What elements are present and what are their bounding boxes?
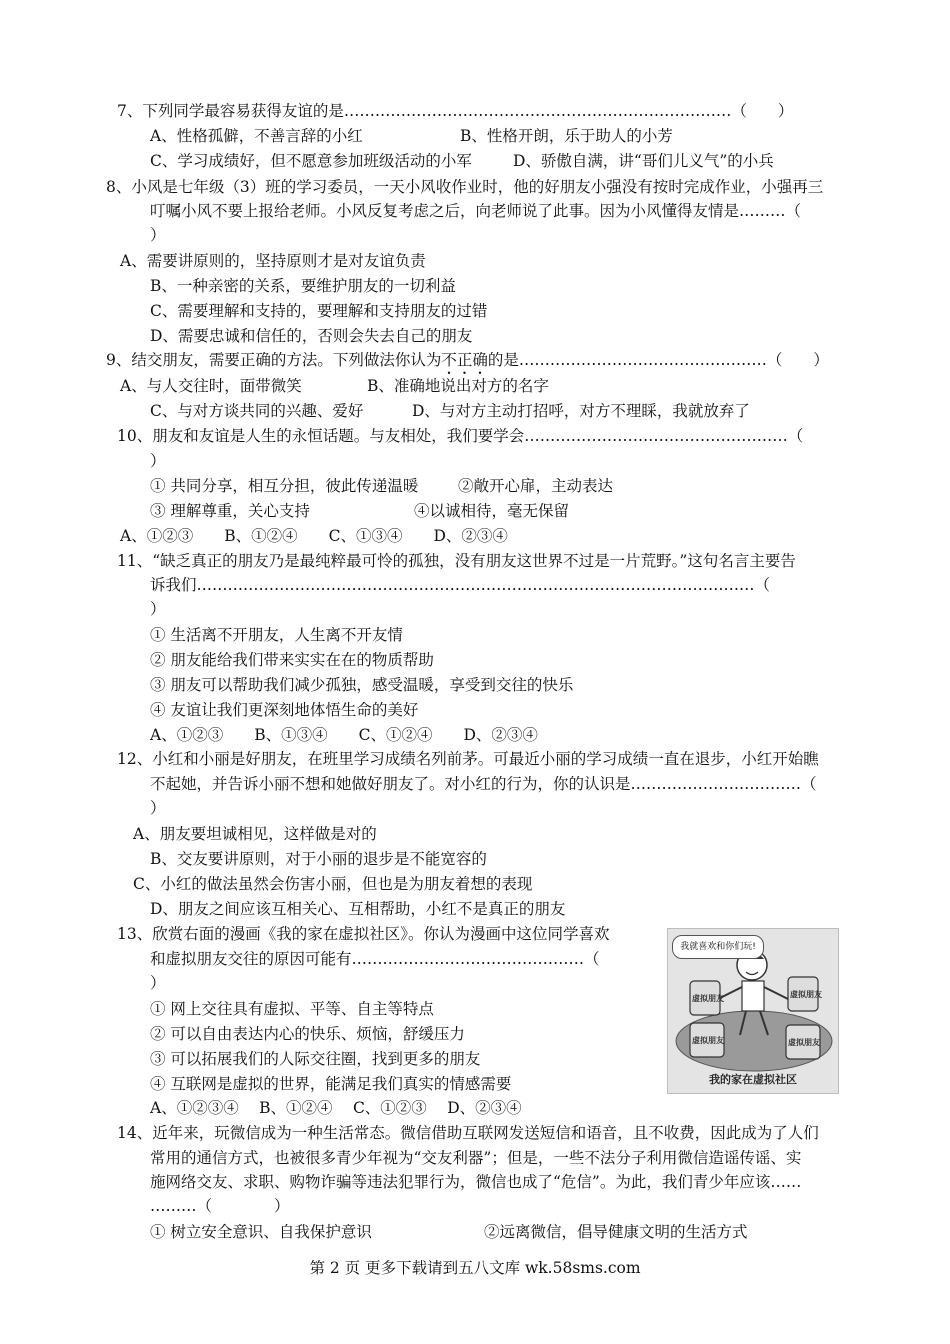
q12-option-b: B、交友要讲原则，对于小丽的退步是不能宽容的	[150, 850, 487, 868]
q8-stem-line3: ）	[150, 226, 166, 244]
q11-stem-line2: 诉我们………………………………………………………………………………………………（	[150, 576, 771, 594]
q11-stem-line3: ）	[150, 600, 166, 618]
q11-stem-line1: 11、“缺乏真正的朋友乃是最纯粹最可怜的孤独，没有朋友这世界不过是一片荒野。”这句名言主要告	[117, 552, 796, 570]
page-footer: 第 2 页 更多下载请到五八文库 wk.58sms.com	[309, 1259, 641, 1277]
cartoon-tag: 虚拟朋友	[692, 994, 724, 1003]
q9-option-b: B、准确地说出对方的名字	[367, 377, 549, 395]
q7-option-a: A、性格孤僻，不善言辞的小红	[150, 127, 363, 145]
q11-choices: A、①②③ B、①③④ C、①②④ D、②③④	[150, 726, 538, 744]
q13-stem-line1: 13、欣赏右面的漫画《我的家在虚拟社区》。你认为漫画中这位同学喜欢	[117, 925, 610, 943]
q9-stem-pre: 9、结交朋友，需要正确的方法。下列做法你认为	[106, 351, 442, 369]
q13-option-4: ④ 互联网是虚拟的世界，能满足我们真实的情感需要	[150, 1075, 512, 1093]
q8-stem-line2: 叮嘱小风不要上报给老师。小风反复考虑之后，向老师说了此事。因为小风懂得友情是………（	[150, 202, 802, 220]
q11-option-4: ④ 友谊让我们更深刻地体悟生命的美好	[150, 701, 419, 719]
q9-option-c: C、与对方谈共同的兴趣、爱好	[150, 402, 364, 420]
q12-option-a: A、朋友要坦诚相见，这样做是对的	[133, 825, 377, 843]
q13-stem-line3: ）	[150, 974, 166, 992]
q14-stem-line2: 常用的通信方式，也被很多青少年视为“交友利器”；但是，一些不法分子利用微信造谣传谣、实	[150, 1149, 802, 1167]
q12-stem-line2: 不起她，并告诉小丽不想和她做好朋友了。对小红的行为，你的认识是……………………………（	[150, 775, 817, 793]
q11-option-2: ② 朋友能给我们带来实实在在的物质帮助	[150, 651, 434, 669]
cartoon-caption: 我的家在虚拟社区	[709, 1073, 797, 1086]
q14-stem-line4: ………（ ）	[150, 1197, 290, 1215]
q10-option-4: ④以诚相待，毫无保留	[414, 502, 570, 520]
q10-stem-line2: ）	[150, 452, 166, 470]
q13-option-3: ③ 可以拓展我们的人际交往圈，找到更多的朋友	[150, 1050, 481, 1068]
q12-option-c: C、小红的做法虽然会伤害小丽，但也是为朋友着想的表现	[133, 875, 533, 893]
q8-option-c: C、需要理解和支持的，要理解和支持朋友的过错	[150, 302, 488, 320]
q7-option-d: D、骄傲自满，讲“哥们儿义气”的小兵	[513, 152, 774, 170]
q14-option-1: ① 树立安全意识、自我保护意识	[150, 1223, 372, 1241]
q14-stem-line3: 施网络交友、求职、购物诈骗等违法犯罪行为，微信也成了“危信”。为此，我们青少年应该……	[150, 1173, 802, 1191]
q10-option-2: ②敞开心扉，主动表达	[458, 477, 614, 495]
q9-option-d: D、与对方主动打招呼，对方不理睬，我就放弃了	[412, 402, 750, 420]
q14-option-2: ②远离微信，倡导健康文明的生活方式	[484, 1223, 748, 1241]
q12-stem-line1: 12、小红和小丽是好朋友，在班里学习成绩名列前茅。可最近小丽的学习成绩一直在退步，小红开始瞧	[117, 750, 819, 768]
q9-stem-emphasis: 不正确	[441, 351, 488, 369]
q8-option-a: A、需要讲原则的，坚持原则才是对友谊负责	[120, 252, 426, 270]
q10-option-3: ③ 理解尊重，关心支持	[150, 502, 310, 520]
q11-option-3: ③ 朋友可以帮助我们减少孤独，感受温暖，享受到交往的快乐	[150, 676, 574, 694]
q7-option-b: B、性格开朗，乐于助人的小芳	[460, 127, 673, 145]
q10-option-1: ① 共同分享，相互分担，彼此传递温暖	[150, 477, 419, 495]
q7-stem: 7、下列同学最容易获得友谊的是…………………………………………………………………（ ）	[117, 102, 794, 120]
q8-option-d: D、需要忠诚和信任的，否则会失去自己的朋友	[150, 327, 473, 345]
q12-stem-line3: ）	[150, 799, 166, 817]
q10-stem-line1: 10、朋友和友谊是人生的永恒话题。与友相处，我们要学会……………………………………………（	[117, 427, 804, 445]
cartoon-virtual-community	[667, 928, 839, 1094]
cartoon-speech-bubble: 我就喜欢和你们玩!	[672, 935, 764, 959]
q8-option-b: B、一种亲密的关系，要维护朋友的一切利益	[150, 277, 456, 295]
cartoon-tag: 虚拟朋友	[692, 1036, 724, 1045]
q13-option-1: ① 网上交往具有虚拟、平等、自主等特点	[150, 1000, 434, 1018]
q8-stem-line1: 8、小风是七年级（3）班的学习委员，一天小风收作业时，他的好朋友小强没有按时完成作业，小强再三	[106, 178, 824, 196]
q12-option-d: D、朋友之间应该互相关心、互相帮助，小红不是真正的朋友	[150, 900, 566, 918]
q13-choices: A、①②③④ B、①②④ C、①②③ D、②③④	[150, 1099, 522, 1117]
q7-option-c: C、学习成绩好，但不愿意参加班级活动的小军	[150, 152, 472, 170]
cartoon-tag: 虚拟朋友	[790, 990, 822, 999]
q11-option-1: ① 生活离不开朋友，人生离不开友情	[150, 626, 403, 644]
q9-stem-post: 的是…………………………………………（ ）	[487, 351, 829, 369]
q13-option-2: ② 可以自由表达内心的快乐、烦恼，舒缓压力	[150, 1025, 465, 1043]
q9-option-a: A、与人交往时，面带微笑	[120, 377, 302, 395]
q14-stem-line1: 14、近年来，玩微信成为一种生活常态。微信借助互联网发送短信和语音，且不收费，因此成为了人们	[117, 1124, 819, 1142]
q13-stem-line2: 和虚拟朋友交往的原因可能有………………………………………（	[150, 950, 600, 968]
q10-choices: A、①②③ B、①②④ C、①③④ D、②③④	[120, 527, 508, 545]
cartoon-tag: 虚拟朋友	[788, 1038, 820, 1047]
q9-stem	[106, 350, 829, 378]
